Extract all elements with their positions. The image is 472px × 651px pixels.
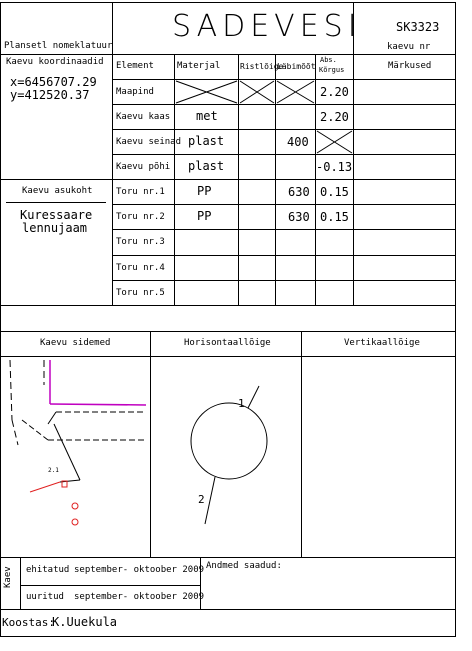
pipe-label-2: 2 [198, 493, 205, 506]
row-height: 2.20 [320, 85, 349, 99]
row-element: Toru nr.4 [116, 263, 165, 273]
row-diameter: 630 [288, 210, 310, 224]
pipe-label-1: 1 [238, 397, 245, 410]
header-material: Materjal [177, 61, 221, 71]
row-height: 0.15 [320, 210, 349, 224]
row-element: Toru nr.2 [116, 212, 165, 222]
well-id-caption: kaevu nr [387, 42, 431, 52]
surveyed-label: uuritud [26, 592, 64, 602]
compiler-name: K.Uuekula [52, 615, 118, 629]
row-material: met [196, 109, 218, 123]
compiled-label: Koostas: [2, 616, 55, 629]
row-diameter: 400 [287, 135, 309, 149]
header-abs: Abs. [320, 56, 337, 64]
row-element: Kaevu kaas [116, 112, 171, 122]
row-diameter: 630 [288, 185, 310, 199]
header-remarks: Märkused [388, 61, 432, 71]
row-height: -0.13 [316, 160, 353, 174]
coord-y: y=412520.37 [10, 88, 90, 102]
coords-label: Kaevu koordinaadid [6, 57, 104, 67]
row-element: Toru nr.3 [116, 237, 165, 247]
data-from-label: Andmed saadud: [206, 561, 282, 571]
header-diameter: Läbimõõt [277, 62, 316, 71]
built-label: ehitatud [26, 565, 70, 575]
row-material: PP [197, 209, 212, 223]
row-material: plast [188, 134, 225, 148]
row-material: PP [197, 184, 212, 198]
plansheet-label: Plansetl nomeklatuur [4, 41, 113, 51]
sketch-label: 2.1 [48, 467, 59, 474]
section-horizontal-title: Horisontaallõige [184, 338, 271, 348]
row-height: 0.15 [320, 185, 349, 199]
page-title: SADEVESI [172, 9, 362, 44]
well-id: SK3323 [396, 20, 440, 34]
header-element: Element [116, 61, 154, 71]
built-date: september- oktoober 2009 [74, 565, 205, 575]
header-height: Kõrgus [319, 66, 345, 74]
well-label: Kaev [3, 566, 13, 588]
connection-sketch [10, 360, 146, 525]
row-element: Kaevu põhi [116, 162, 171, 172]
row-element: Maapind [116, 87, 154, 97]
section-vertical-title: Vertikaallõige [344, 338, 420, 348]
section-connections-title: Kaevu sidemed [40, 338, 111, 348]
row-material: plast [188, 159, 225, 173]
row-element: Toru nr.5 [116, 288, 165, 298]
coord-x: x=6456707.29 [10, 75, 97, 89]
row-element: Kaevu seinad [116, 137, 182, 147]
location-label: Kaevu asukoht [22, 186, 93, 196]
header-cross: Ristlõige [240, 62, 284, 71]
location-line1: Kuressaare [20, 208, 93, 222]
row-height: 2.20 [320, 110, 349, 124]
surveyed-date: september- oktoober 2009 [74, 592, 205, 602]
row-element: Toru nr.1 [116, 187, 165, 197]
location-line2: lennujaam [22, 221, 88, 235]
